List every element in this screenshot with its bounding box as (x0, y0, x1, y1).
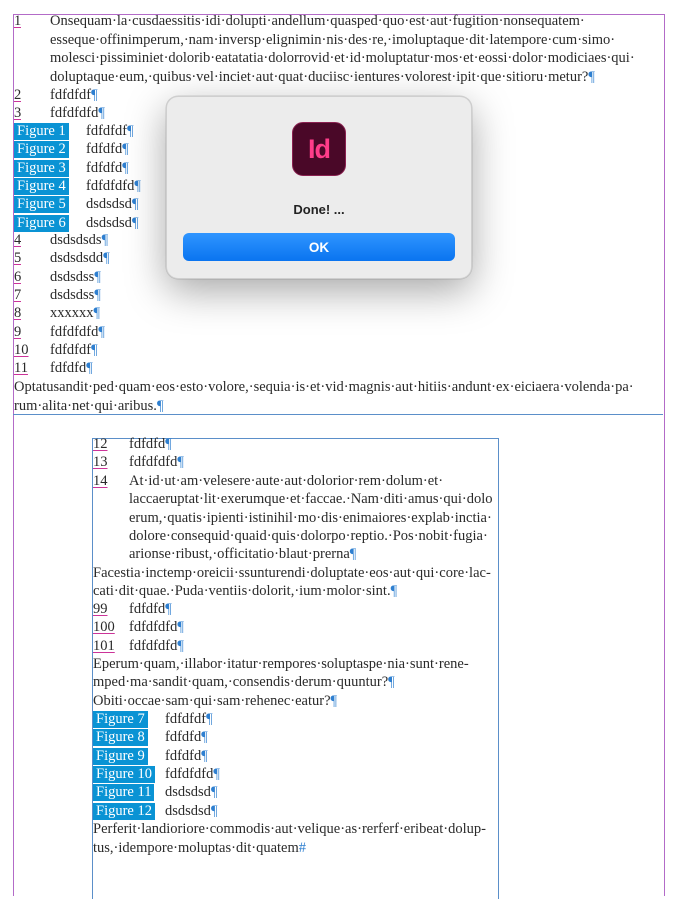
pilcrow-mark: ¶ (98, 105, 105, 122)
list-number: 14 (93, 473, 108, 489)
pilcrow-mark: ¶ (94, 268, 101, 285)
figure-label: Figure 1 (14, 123, 69, 140)
figure-label: Figure 6 (14, 215, 69, 232)
list-number: 9 (14, 323, 22, 340)
list-item-text: doluptaque·eum,·quibus·vel·inciet·aut·quat·duciisc·ientures·volorest·ipit·que·sitioru·metur?¶ (50, 68, 595, 85)
figure-label: Figure 3 (14, 160, 69, 177)
list-item-text: xxxxxx¶ (50, 305, 101, 322)
list-item-text: Onsequam·la·cusdaessitis·idi·dolupti·andellum·quasped·quo·est·aut·fugition·nonsequatem· (50, 13, 585, 29)
list-item-text: fdfdfdfd¶ (129, 619, 184, 636)
figure-caption-text: fdfdfd¶ (165, 747, 208, 764)
list-number: 4 (14, 232, 22, 248)
list-number: 3 (14, 105, 22, 122)
figure-label: Figure 10 (93, 766, 155, 783)
list-item-text: dolore·consequid·quaid·quis·dolorpo·reptio.·Pos·nobit·fugia· (129, 527, 488, 544)
list-item-text: laccaeruptat·lit·exerumque·et·faccae.·Nam·diti·amus·qui·dolo (129, 491, 493, 508)
list-item-text: fdfdfd¶ (129, 436, 172, 452)
pilcrow-mark: ¶ (122, 141, 129, 158)
pilcrow-mark: ¶ (330, 692, 338, 709)
paragraph-text: mped·ma·sandit·quam,·consendis·derum·quuntur?¶ (93, 674, 395, 691)
list-item-text: esseque·offinimperum,·nam·inversp·elignimin·nis·des·re,·imoluptaque·dit·latempore·cum·simo· (50, 31, 616, 48)
dialog-message: Done! ... (293, 202, 345, 217)
end-of-story-mark: # (298, 839, 307, 856)
paragraph-text: Optatusandit·ped·quam·eos·esto·volore,·sequia·is·et·vid·magnis·aut·hitiis·andunt·ex·eiciaera·volenda·pa· (14, 379, 634, 395)
figure-label: Figure 2 (14, 141, 69, 158)
figure-label: Figure 12 (93, 803, 155, 820)
pilcrow-mark: ¶ (91, 87, 98, 103)
figure-caption-text: fdfdfd¶ (86, 141, 129, 158)
figure-label: Figure 7 (93, 711, 148, 728)
pilcrow-mark: ¶ (177, 637, 184, 654)
pilcrow-mark: ¶ (131, 214, 139, 231)
pilcrow-mark: ¶ (93, 305, 101, 322)
pilcrow-mark: ¶ (388, 674, 395, 691)
pilcrow-mark: ¶ (349, 546, 357, 563)
list-number: 8 (14, 305, 22, 322)
list-item-text: fdfdfdfd¶ (129, 454, 184, 471)
figure-caption-text: fdfdfdf¶ (86, 123, 134, 139)
figure-caption-text: fdfdfd¶ (165, 729, 208, 746)
list-item-text: erum,·quatis·ipienti·istinihil·mo·dis·enimaiores·explab·inctia· (129, 509, 492, 526)
paragraph-text: Eperum·quam,·illabor·itatur·rempores·soluptaspe·nia·sunt·rene- (93, 656, 469, 672)
list-number: 10 (14, 341, 29, 358)
pilcrow-mark: ¶ (165, 436, 172, 452)
pilcrow-mark: ¶ (127, 123, 134, 139)
list-number: 7 (14, 286, 22, 303)
pilcrow-mark: ¶ (177, 619, 184, 636)
figure-caption-text: dsdsdsd¶ (86, 196, 139, 213)
ok-button[interactable]: OK (183, 233, 455, 261)
figure-caption-text: fdfdfd¶ (86, 159, 129, 176)
list-number: 6 (14, 268, 22, 285)
pilcrow-mark: ¶ (201, 729, 208, 746)
figure-caption-text: dsdsdsd¶ (165, 784, 218, 801)
paragraph-text: cati·dit·quae.·Puda·ventiis·dolorit,·ium·molor·sint.¶ (93, 583, 398, 600)
list-item-text: fdfdfdf¶ (50, 87, 98, 103)
list-number: 13 (93, 454, 108, 471)
list-number: 5 (14, 250, 22, 267)
list-item-text: molesci·pissiminiet·dolorib·eatatatia·dolorrovid·et·id·moluptatur·mos·et·eossi·dolor·modiciaes·qui· (50, 50, 635, 66)
pilcrow-mark: ¶ (98, 323, 105, 340)
pilcrow-mark: ¶ (201, 747, 208, 764)
list-item-text: dsdsdsds¶ (50, 232, 109, 248)
list-number: 1 (14, 13, 22, 29)
paragraph-text: Facestia·inctemp·oreicii·ssunturendi·doluptate·eos·aut·qui·core·lac- (93, 565, 491, 581)
figure-caption-text: fdfdfdf¶ (165, 711, 213, 727)
paragraph-text: rum·alita·net·qui·aribus.¶ (14, 397, 164, 414)
figure-caption-text: dsdsdsd¶ (86, 214, 139, 231)
pilcrow-mark: ¶ (156, 397, 164, 414)
pilcrow-mark: ¶ (210, 802, 218, 819)
list-number: 101 (93, 637, 115, 654)
list-number: 11 (14, 360, 28, 377)
pilcrow-mark: ¶ (101, 232, 109, 248)
figure-caption-text: dsdsdsd¶ (165, 802, 218, 819)
pilcrow-mark: ¶ (206, 711, 213, 727)
pilcrow-mark: ¶ (213, 765, 220, 782)
pilcrow-mark: ¶ (86, 360, 93, 377)
list-number: 100 (93, 619, 115, 636)
figure-caption-text: fdfdfdfd¶ (86, 177, 141, 194)
figure-label: Figure 5 (14, 196, 69, 213)
list-item-text: dsdsdss¶ (50, 268, 101, 285)
list-item-text: arionse·ribust,·officitatio·blaut·prerna¶ (129, 546, 357, 563)
pilcrow-mark: ¶ (177, 454, 184, 471)
list-number: 2 (14, 87, 22, 103)
figure-label: Figure 9 (93, 748, 148, 765)
list-item-text: dsdsdsdd¶ (50, 250, 110, 267)
pilcrow-mark: ¶ (390, 583, 398, 600)
list-item-text: fdfdfd¶ (129, 601, 172, 617)
figure-label: Figure 11 (93, 784, 154, 801)
pilcrow-mark: ¶ (94, 286, 101, 303)
pilcrow-mark: ¶ (122, 159, 129, 176)
indesign-app-icon: Id (292, 122, 346, 176)
pilcrow-mark: ¶ (91, 341, 98, 358)
pilcrow-mark: ¶ (134, 177, 141, 194)
figure-label: Figure 8 (93, 729, 148, 746)
pilcrow-mark: ¶ (131, 196, 139, 213)
list-item-text: At·id·ut·am·velesere·aute·aut·dolorior·rem·dolum·et· (129, 473, 444, 489)
figure-caption-text: fdfdfdfd¶ (165, 765, 220, 782)
figure-label: Figure 4 (14, 178, 69, 195)
paragraph-text: Obiti·occae·sam·qui·sam·rehenec·eatur?¶ (93, 692, 338, 709)
list-item-text: fdfdfdfd¶ (50, 323, 105, 340)
pilcrow-mark: ¶ (210, 784, 218, 801)
pilcrow-mark: ¶ (103, 250, 110, 267)
pilcrow-mark: ¶ (165, 601, 172, 617)
pilcrow-mark: ¶ (588, 68, 595, 85)
list-item-text: fdfdfd¶ (50, 360, 93, 377)
list-item-text: fdfdfdfd¶ (50, 105, 105, 122)
list-number: 99 (93, 601, 108, 617)
list-item-text: fdfdfdfd¶ (129, 637, 184, 654)
alert-dialog (166, 96, 472, 279)
list-number: 12 (93, 436, 108, 452)
list-item-text: dsdsdss¶ (50, 286, 101, 303)
paragraph-text: tus,·idempore·moluptas·dit·quatem# (93, 839, 307, 856)
list-item-text: fdfdfdf¶ (50, 341, 98, 358)
paragraph-text: Perferit·landioriore·commodis·aut·velique·as·rerferf·eribeat·dolup- (93, 821, 486, 837)
